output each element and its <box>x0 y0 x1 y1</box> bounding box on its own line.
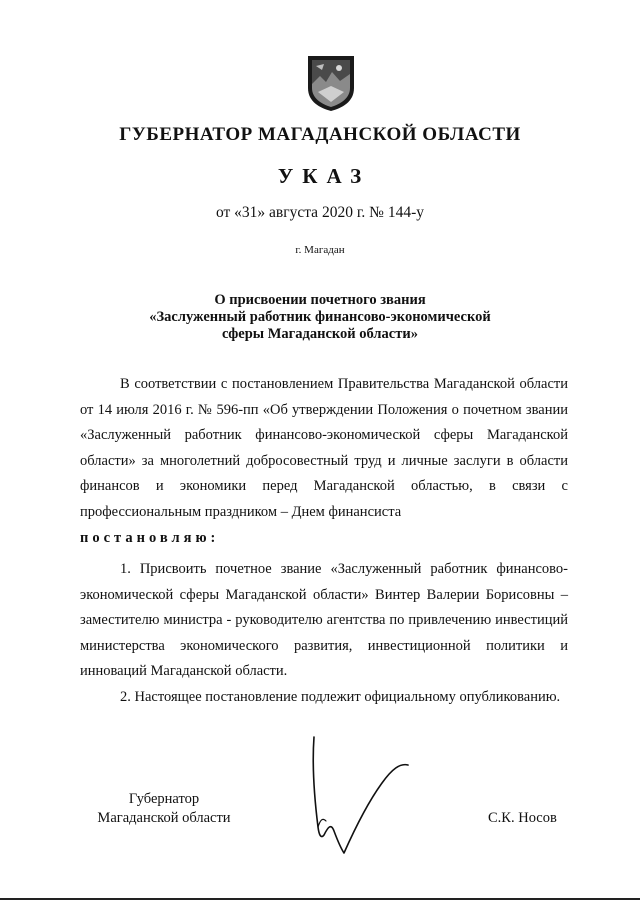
document-date-number: от «31» августа 2020 г. № 144-у <box>215 204 425 221</box>
signatory-title <box>84 790 244 828</box>
coat-of-arms-icon <box>306 54 356 112</box>
document-type: УКАЗ <box>277 164 371 188</box>
handwritten-signature <box>300 735 420 860</box>
subject-line-3: сферы Магаданской области» <box>222 326 418 342</box>
page-edge-line <box>0 898 640 900</box>
signatory-title-line-2: Магаданской области <box>97 810 231 826</box>
page-title: ГУБЕРНАТОР МАГАДАНСКОЙ ОБЛАСТИ <box>119 124 521 145</box>
signatory-title-line-1: Губернатор <box>128 791 200 807</box>
document-subject <box>0 292 640 343</box>
decree-word: постановляю: <box>80 530 220 546</box>
decree-item-1: 1. Присвоить почетное звание «Заслуженный работник финансово-экономической сферы Магаданской области» Винтер Валерии Борисовны – заместителю министра - руководителю агентства по привлечению инвестиций министерства экономического развития, инвестиционной политики и инноваций Магаданской области. <box>80 561 568 679</box>
decree-item-2: 2. Настоящее постановление подлежит официальному опубликованию. <box>120 689 561 705</box>
document-city: г. Магадан <box>295 244 345 256</box>
subject-line-1: О присвоении почетного звания <box>214 292 426 308</box>
subject-line-2: «Заслуженный работник финансово-экономической <box>149 309 491 325</box>
preamble-paragraph: В соответствии с постановлением Правительства Магаданской области от 14 июля 2016 г. № 596-пп «Об утверждении Положения о почетном звании «Заслуженный работник финансово-экономической сферы Магаданской области» за многолетний добросовестный труд и личные заслуги в области финансов и экономики перед Магаданской областью, в связи с профессиональным праздником – Днем финансиста <box>80 376 568 520</box>
signatory-name: С.К. Носов <box>488 810 557 826</box>
